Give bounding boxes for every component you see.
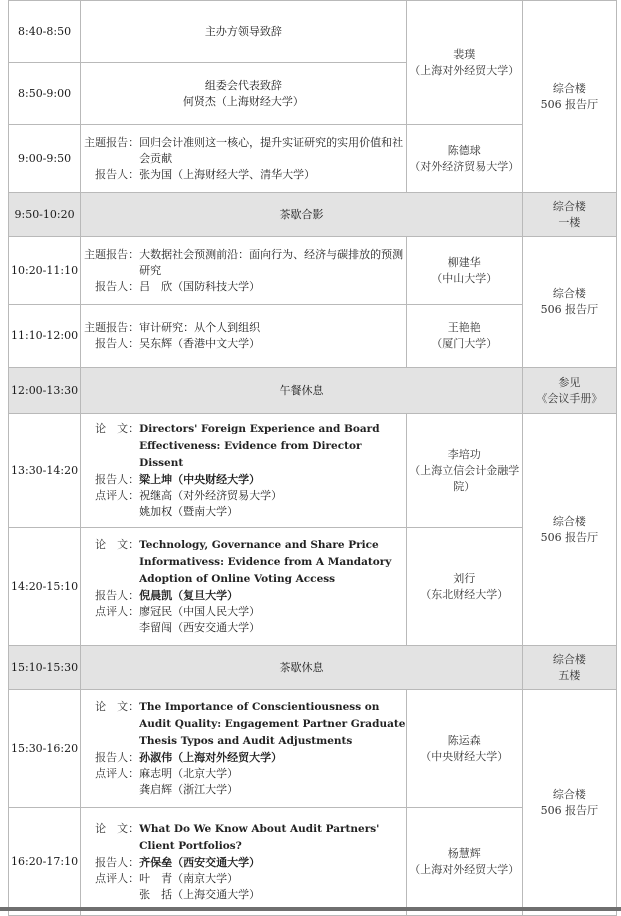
time-cell: 9:50-10:20 <box>9 193 81 237</box>
reviewer-text: 叶 青（南京大学） <box>139 871 239 885</box>
reviewer-label: 点评人： <box>95 605 140 618</box>
reviewer-label: 点评人： <box>95 767 140 780</box>
theme-text: 回归会计准则这一核心，提升实证研究的实用价值和社会贡献 <box>139 135 404 165</box>
venue-cell: 参见 《会议手册》 <box>522 368 616 414</box>
time-cell: 13:30-14:20 <box>9 414 81 528</box>
speaker-label: 报告人： <box>95 279 140 293</box>
schedule-table <box>8 0 617 916</box>
time-cell: 12:00-13:30 <box>9 368 81 414</box>
speaker-text: 齐保垒（西安交通大学） <box>139 855 261 869</box>
schedule-row <box>9 414 617 528</box>
reviewer-text: 麻志明（北京大学） <box>139 767 239 780</box>
chair-cell: 柳建华 （中山大学） <box>406 237 522 305</box>
paper-label: 论 文： <box>95 821 140 835</box>
chair-cell: 陈德球 （对外经济贸易大学） <box>406 125 522 193</box>
speaker-label: 报告人： <box>95 589 140 602</box>
bottom-edge-bar <box>0 907 621 911</box>
session-content <box>81 125 407 193</box>
speaker-text: 吕 欣（国防科技大学） <box>139 279 261 293</box>
speaker-label: 报告人： <box>95 473 140 486</box>
venue-cell: 综合楼 五楼 <box>522 646 616 690</box>
chair-cell: 王艳艳 （厦门大学） <box>406 305 522 368</box>
theme-label: 主题报告： <box>84 135 140 149</box>
session-content <box>81 414 407 528</box>
theme-text: 审计研究：从个人到组织 <box>139 321 261 334</box>
time-cell: 15:10-15:30 <box>9 646 81 690</box>
session-title: 组委会代表致辞 何贤杰（上海财经大学） <box>81 63 407 125</box>
schedule-row <box>9 690 617 808</box>
paper-title: What Do We Know About Audit Partners' Client Portfolios? <box>139 822 380 852</box>
venue-cell: 综合楼 506 报告厅 <box>522 690 616 916</box>
paper-title: The Importance of Conscientiousness on Audit Quality: Engagement Partner Graduate Thesis Typos and Audit Adjustments <box>139 701 406 747</box>
paper-title: Directors' Foreign Experience and Board Effectiveness: Evidence from Director Dissent <box>139 423 380 469</box>
reviewer-label: 点评人： <box>95 489 140 502</box>
time-cell: 8:50-9:00 <box>9 63 81 125</box>
session-title: 午餐休息 <box>81 368 523 414</box>
time-cell: 15:30-16:20 <box>9 690 81 808</box>
session-content <box>81 690 407 808</box>
time-cell: 16:20-17:10 <box>9 808 81 916</box>
venue-cell: 综合楼 一楼 <box>522 193 616 237</box>
time-cell: 11:10-12:00 <box>9 305 81 368</box>
session-content <box>81 305 407 368</box>
schedule-row <box>9 237 617 305</box>
session-content <box>81 528 407 646</box>
theme-label: 主题报告： <box>84 321 140 334</box>
speaker-text: 张为国（上海财经大学、清华大学） <box>139 167 316 181</box>
reviewer-text: 李留闯（西安交通大学） <box>139 621 261 634</box>
chair-cell: 刘行 （东北财经大学） <box>406 528 522 646</box>
session-title: 茶歇休息 <box>81 646 523 690</box>
reviewer-text: 龚启辉（浙江大学） <box>139 783 239 796</box>
paper-label: 论 文： <box>95 700 140 713</box>
speaker-text: 吴东辉（香港中文大学） <box>139 337 261 350</box>
schedule-row <box>9 646 617 690</box>
speaker-text: 倪晨凯（复旦大学） <box>139 589 239 602</box>
venue-cell: 综合楼 506 报告厅 <box>522 237 616 368</box>
reviewer-text: 张 括（上海交通大学） <box>139 887 261 901</box>
speaker-text: 梁上坤（中央财经大学） <box>139 473 261 486</box>
session-content <box>81 808 407 916</box>
paper-label: 论 文： <box>95 538 140 551</box>
paper-label: 论 文： <box>95 422 140 435</box>
schedule-row <box>9 193 617 237</box>
chair-cell: 李培功 （上海立信会计金融学院） <box>406 414 522 528</box>
theme-text: 大数据社会预测前沿：面向行为、经济与碳排放的预测研究 <box>139 247 404 277</box>
session-content <box>81 237 407 305</box>
chair-cell: 陈运森 （中央财经大学） <box>406 690 522 808</box>
reviewer-label: 点评人： <box>95 871 140 885</box>
schedule-row <box>9 1 617 63</box>
speaker-label: 报告人： <box>95 167 140 181</box>
chair-cell: 裴璞 （上海对外经贸大学） <box>406 1 522 125</box>
venue-cell: 综合楼 506 报告厅 <box>522 1 616 193</box>
time-cell: 8:40-8:50 <box>9 1 81 63</box>
reviewer-text: 祝继高（对外经济贸易大学） <box>139 489 283 502</box>
reviewer-text: 廖冠民（中国人民大学） <box>139 605 261 618</box>
chair-cell: 杨慧辉 （上海对外经贸大学） <box>406 808 522 916</box>
schedule-row <box>9 368 617 414</box>
speaker-label: 报告人： <box>95 751 140 764</box>
time-cell: 14:20-15:10 <box>9 528 81 646</box>
theme-label: 主题报告： <box>84 247 140 261</box>
paper-title: Technology, Governance and Share Price Informativess: Evidence from A Mandatory Adoption of Online Voting Access <box>139 539 392 585</box>
session-title: 茶歇合影 <box>81 193 523 237</box>
speaker-text: 孙淑伟（上海对外经贸大学） <box>139 751 283 764</box>
reviewer-text: 姚加权（暨南大学） <box>139 505 239 518</box>
speaker-label: 报告人： <box>95 855 140 869</box>
time-cell: 9:00-9:50 <box>9 125 81 193</box>
session-title: 主办方领导致辞 <box>81 1 407 63</box>
speaker-label: 报告人： <box>95 337 140 350</box>
time-cell: 10:20-11:10 <box>9 237 81 305</box>
venue-cell: 综合楼 506 报告厅 <box>522 414 616 646</box>
